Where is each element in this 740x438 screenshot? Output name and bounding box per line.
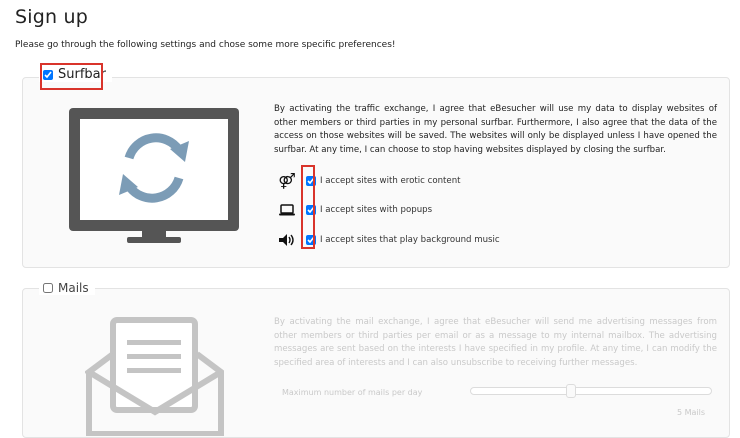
laptop-icon xyxy=(275,201,299,219)
music-checkbox[interactable] xyxy=(306,235,316,245)
max-mails-value: 5 Mails xyxy=(677,408,706,417)
popups-label: I accept sites with popups xyxy=(320,205,433,215)
envelope-letter-icon xyxy=(85,316,225,436)
page-title: Sign up xyxy=(15,6,88,28)
erotic-label: I accept sites with erotic content xyxy=(320,176,461,186)
surfbar-description: By activating the traffic exchange, I agree that eBesucher will use my data to display websites of other members or third parties in my personal surfbar. Furthermore, I also agree that the data of the access on those websites will be saved. The websites will only be displayed unless I have opened the surfbar. At any time, I can choose to stop having websites displayed by closing the surfbar. xyxy=(274,104,717,155)
surfbar-panel xyxy=(22,67,730,268)
gender-symbols-icon: ⚤ xyxy=(278,172,296,190)
popups-checkbox[interactable] xyxy=(306,205,316,215)
mails-checkbox[interactable] xyxy=(43,283,53,293)
mails-legend xyxy=(39,281,95,295)
speaker-icon xyxy=(275,231,299,249)
surfbar-checkbox[interactable] xyxy=(43,70,53,80)
intro-text: Please go through the following settings and chose some more specific preferences! xyxy=(15,40,396,50)
option-erotic xyxy=(275,172,461,190)
erotic-checkbox[interactable] xyxy=(306,176,316,186)
slider-handle[interactable] xyxy=(566,384,576,398)
monitor-refresh-icon xyxy=(69,108,239,245)
mails-panel xyxy=(22,281,730,438)
max-mails-slider[interactable] xyxy=(470,387,712,395)
option-music xyxy=(275,231,500,249)
mails-description: By activating the mail exchange, I agree that eBesucher will send me advertising messages from other members or third parties per email or as a message to my internal mailbox. The advertising messages are sent based on the interests I have specified in my profile. At any time, I can modify the specified area of interests and I can also unsubscribe to receiving further messages. xyxy=(274,317,717,368)
music-label: I accept sites that play background music xyxy=(320,235,500,245)
option-popups xyxy=(275,201,432,219)
surfbar-label: Surfbar xyxy=(58,67,106,82)
surfbar-legend xyxy=(39,67,112,82)
mails-label: Mails xyxy=(58,281,89,295)
max-mails-label: Maximum number of mails per day xyxy=(282,388,423,397)
